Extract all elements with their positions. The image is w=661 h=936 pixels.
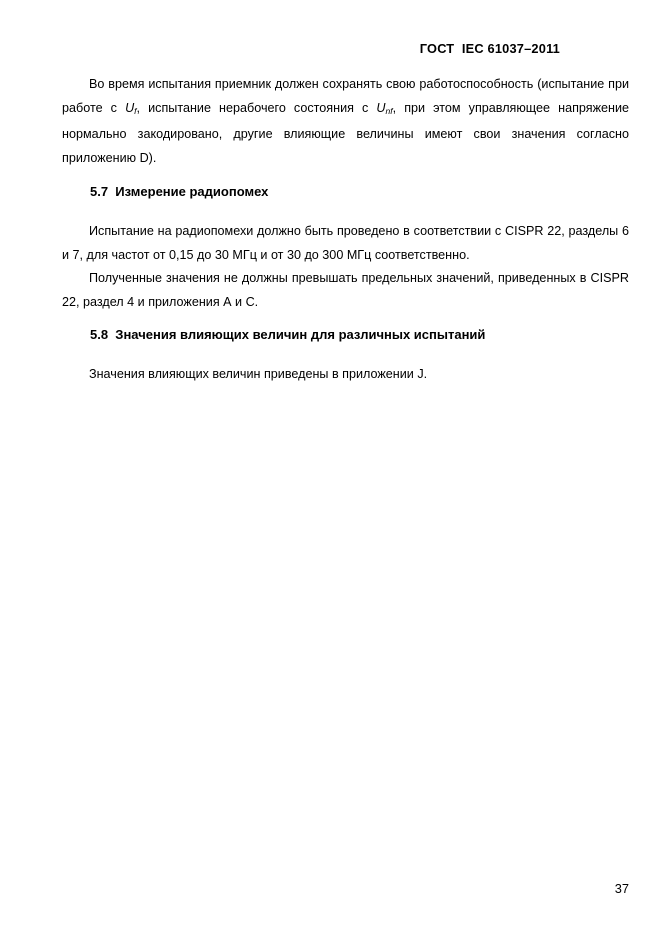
- paragraph-limits: Полученные значения не должны превышать предельных значений, приведенных в CISPR 22, раздел 4 и приложения А и С.: [62, 271, 629, 309]
- paragraph-receiver-operability: [62, 73, 629, 170]
- section-heading-5-8: 5.8 Значения влияющих величин для различных испытаний: [90, 327, 486, 342]
- page-number: 37: [614, 881, 629, 896]
- paragraph-radio-interference-test: Испытание на радиопомехи должно быть проведено в соответствии с CISPR 22, разделы 6 и 7, для частот от 0,15 до 30 МГц и от 30 до 300 МГц соответственно.: [62, 224, 629, 262]
- subscript-nf: nf: [385, 105, 393, 116]
- section-heading-5-7: 5.7 Измерение радиопомех: [90, 184, 269, 199]
- subscript-f: f: [134, 105, 137, 116]
- voltage-symbol-uf: U: [125, 100, 135, 115]
- voltage-symbol-unf: U: [376, 100, 386, 115]
- document-code: ГОСТ IEC 61037–2011: [419, 41, 560, 56]
- paragraph-text-part1: Во время испытания приемник должен сохранять свою работоспособность (испытание при работе с: [62, 77, 629, 115]
- paragraph-influencing-values: Значения влияющих величин приведены в приложении J.: [89, 367, 428, 381]
- section-5-8-body: [62, 363, 629, 387]
- paragraph-text-part3: , при этом управляющее напряжение нормально закодировано, другие влияющие величины имеют свои значения согласно приложению D).: [62, 100, 630, 165]
- section-5-7-body: [62, 220, 629, 314]
- paragraph-text-part2: , испытание нерабочего состояния с: [136, 100, 377, 115]
